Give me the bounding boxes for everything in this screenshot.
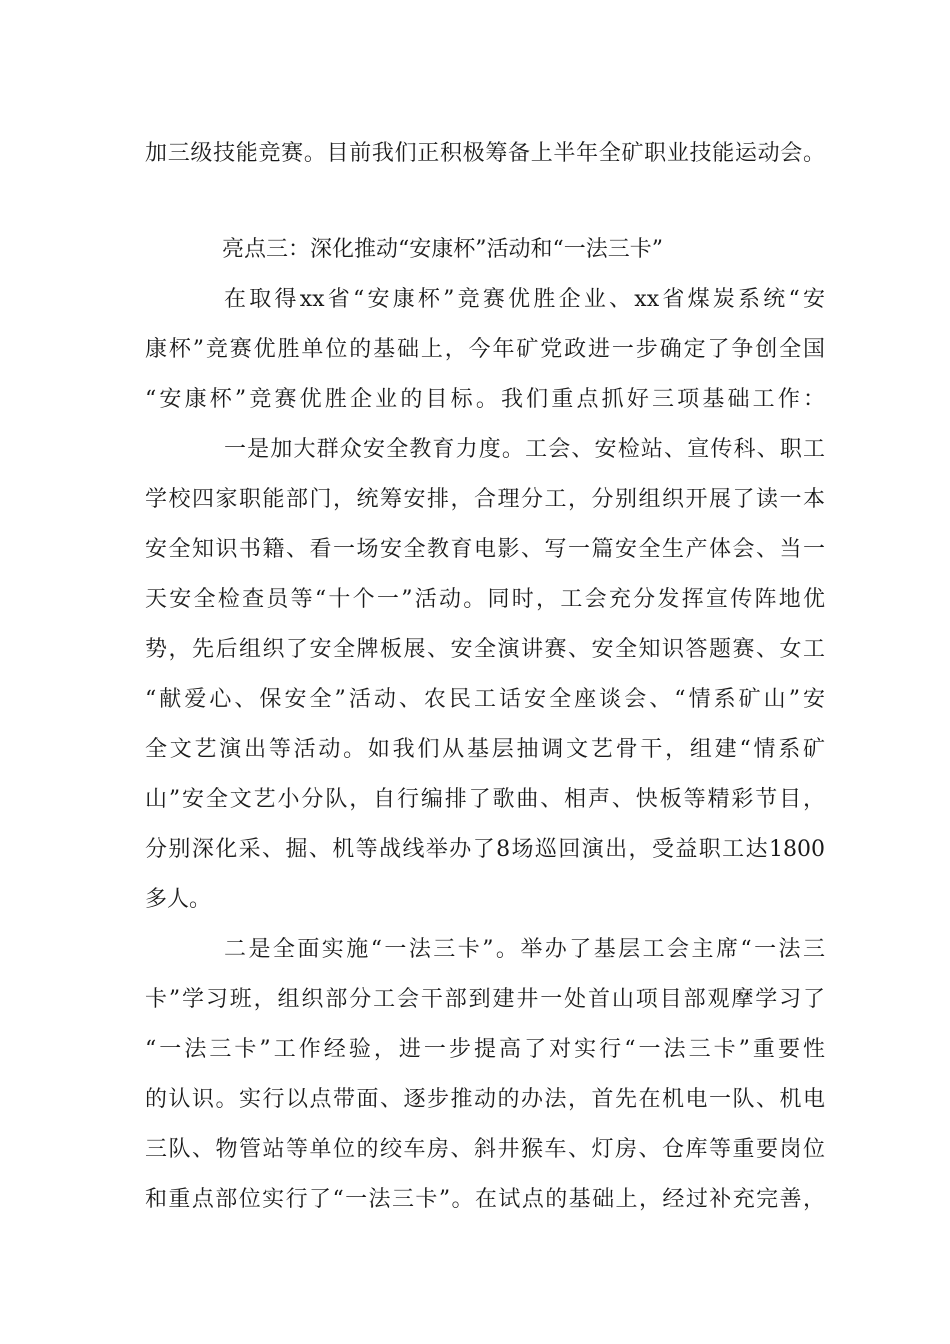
text-line: 康杯”竞赛优胜单位的基础上，今年矿党政进一步确定了争创全国 (145, 337, 825, 362)
text-line: “安康杯”竞赛优胜企业的目标。我们重点抓好三项基础工作： (145, 387, 825, 412)
text-line: 全文艺演出等活动。如我们从基层抽调文艺骨干，组建“情系矿 (145, 737, 825, 762)
text-line: 加三级技能竞赛。目前我们正积极筹备上半年全矿职业技能运动会。 (145, 141, 825, 166)
text-line: 在取得xx省“安康杯”竞赛优胜企业、xx省煤炭系统“安 (224, 287, 825, 312)
text-line: 一是加大群众安全教育力度。工会、安检站、宣传科、职工 (224, 437, 825, 462)
text-line: 三队、物管站等单位的绞车房、斜井猴车、灯房、仓库等重要岗位 (145, 1137, 825, 1162)
text-line: 安全知识书籍、看一场安全教育电影、写一篇安全生产体会、当一 (145, 537, 825, 562)
text-line: 卡”学习班，组织部分工会干部到建井一处首山项目部观摩学习了 (145, 987, 825, 1012)
text-line: 山”安全文艺小分队，自行编排了歌曲、相声、快板等精彩节目， (145, 787, 825, 812)
text-line: 分别深化采、掘、机等战线举办了8场巡回演出，受益职工达1800 (145, 837, 825, 862)
text-line: 的认识。实行以点带面、逐步推动的办法，首先在机电一队、机电 (145, 1087, 825, 1112)
section-heading: 亮点三：深化推动“安康杯”活动和“一法三卡” (222, 237, 663, 262)
text-line: 多人。 (145, 887, 212, 912)
text-line: “献爱心、保安全”活动、农民工话安全座谈会、“情系矿山”安 (145, 687, 825, 712)
text-line: 天安全检查员等“十个一”活动。同时，工会充分发挥宣传阵地优 (145, 587, 825, 612)
text-line: 二是全面实施“一法三卡”。举办了基层工会主席“一法三 (224, 937, 825, 962)
text-line: 势，先后组织了安全牌板展、安全演讲赛、安全知识答题赛、女工 (145, 637, 825, 662)
text-line: 和重点部位实行了“一法三卡”。在试点的基础上，经过补充完善， (145, 1187, 825, 1212)
text-line: “一法三卡”工作经验，进一步提高了对实行“一法三卡”重要性 (145, 1037, 825, 1062)
text-line: 学校四家职能部门，统筹安排，合理分工，分别组织开展了读一本 (145, 487, 825, 512)
